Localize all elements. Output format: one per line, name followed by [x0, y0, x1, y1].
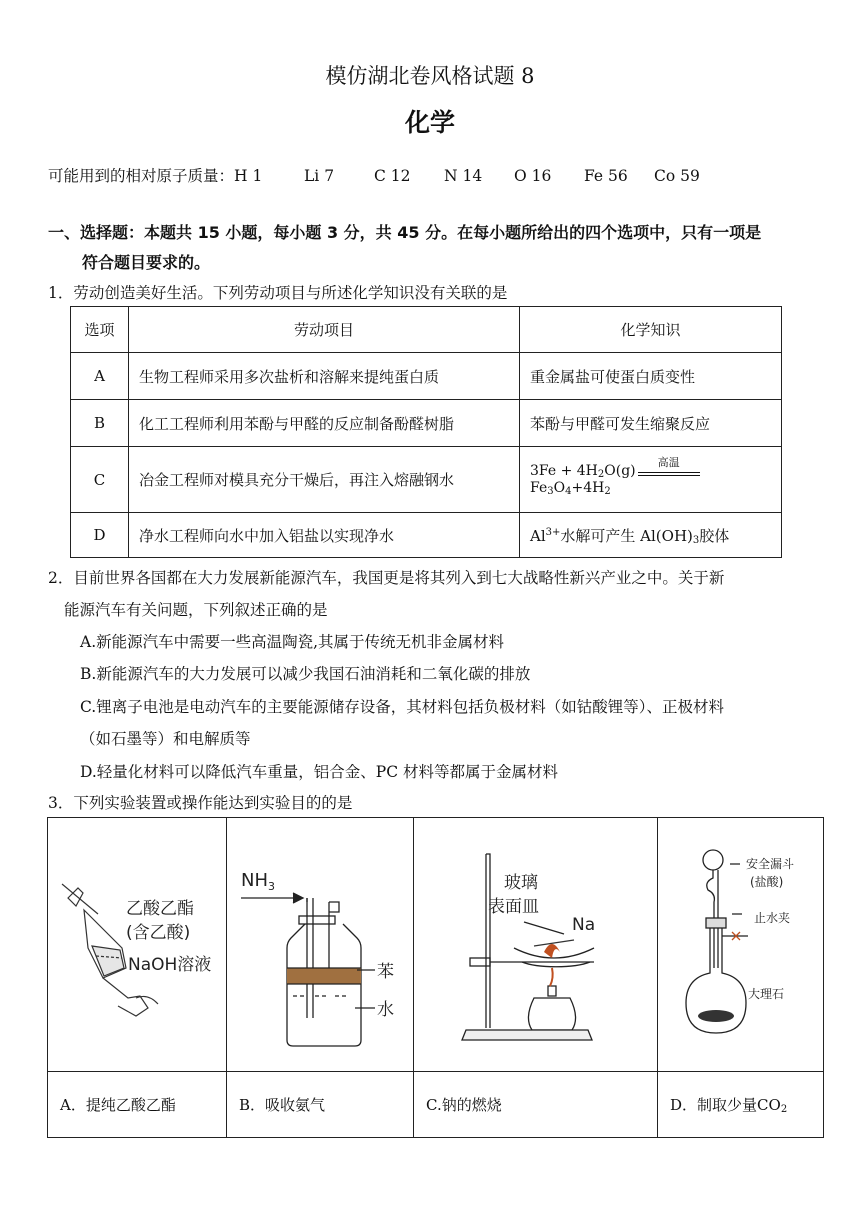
equilibrium-sign: [638, 455, 700, 478]
table-header: 化学知识: [520, 307, 782, 353]
figure-b-gas: $NH_3$: [241, 870, 275, 893]
section-heading-cont: 符合题目要求的。: [82, 253, 211, 272]
co2-generator-figure: [658, 818, 823, 1067]
figure-c-label: Na: [572, 915, 596, 935]
q2-option-c-cont: （如石墨等）和电解质等: [80, 730, 251, 748]
caption-c: C.钠的燃烧: [414, 1072, 658, 1138]
figure-d-label: (盐酸): [750, 875, 784, 889]
figure-d-label: 安全漏斗: [746, 857, 795, 871]
figure-d-cell: [658, 818, 824, 1072]
chem-knowledge: 重金属盐可使蛋白质变性: [520, 353, 782, 400]
q2-option-a: A.新能源汽车中需要一些高温陶瓷,其属于传统无机非金属材料: [80, 633, 505, 651]
question-2-stem-cont: 能源汽车有关问题，下列叙述正确的是: [64, 601, 328, 619]
chem-knowledge: $Al^{3+}$水解可产生 $Al(OH)_3$胶体: [520, 513, 782, 558]
figure-a-label: 乙酸乙酯: [126, 899, 194, 919]
labor-item: 净水工程师向水中加入铝盐以实现净水: [129, 513, 520, 558]
question-2-stem: 2．目前世界各国都在大力发展新能源汽车，我国更是将其列入到七大战略性新兴产业之中。关于新: [48, 569, 725, 587]
atomic-mass-item: H 1: [234, 167, 263, 185]
reaction-condition: 高温: [657, 455, 680, 469]
caption-a: A．提纯乙酸乙酯: [48, 1072, 227, 1138]
figure-b-layer: 水: [377, 1000, 394, 1020]
atomic-mass-row: [48, 164, 700, 186]
figure-a-label: (含乙酸): [126, 923, 191, 943]
atomic-mass-item: N 14: [444, 167, 483, 185]
option-label: D: [71, 513, 129, 558]
labor-item: 化工工程师利用苯酚与甲醛的反应制备酚醛树脂: [129, 400, 520, 447]
chem-equation: $3Fe + 4H_2O(g)$ 高温 $Fe_3O_4+4H_2$: [520, 447, 782, 513]
option-label: B: [71, 400, 129, 447]
page-title: 模仿湖北卷风格试题 8: [325, 64, 535, 88]
separatory-funnel-figure: [48, 818, 226, 1067]
table-header: 选项: [71, 307, 129, 353]
sodium-combustion-figure: [414, 818, 657, 1067]
q2-option-c: C.锂离子电池是电动汽车的主要能源储存设备，其材料包括负极材料（如钴酸锂等）、正极材料: [80, 698, 724, 716]
figure-b-layer: 苯: [377, 962, 394, 982]
option-label: A: [71, 353, 129, 400]
figure-c-label: 表面皿: [488, 897, 539, 917]
atomic-mass-item: O 16: [514, 167, 552, 185]
question-3-stem: 3．下列实验装置或操作能达到实验目的的是: [48, 794, 353, 812]
q2-option-b: B.新能源汽车的大力发展可以减少我国石油消耗和二氧化碳的排放: [80, 665, 531, 683]
atomic-mass-item: Co 59: [654, 167, 700, 185]
caption-b: B．吸收氨气: [227, 1072, 414, 1138]
figure-a-label: NaOH溶液: [128, 955, 212, 975]
q2-option-d: D.轻量化材料可以降低汽车重量，铝合金、PC 材料等都属于金属材料: [80, 763, 559, 781]
question-1-stem: 1．劳动创造美好生活。下列劳动项目与所述化学知识没有关联的是: [48, 284, 508, 302]
labor-item: 生物工程师采用多次盐析和溶解来提纯蛋白质: [129, 353, 520, 400]
figure-c-cell: [414, 818, 658, 1072]
option-label: C: [71, 447, 129, 513]
question-1-table: [70, 306, 782, 558]
atomic-mass-item: Fe 56: [584, 167, 628, 185]
labor-item: 冶金工程师对模具充分干燥后，再注入熔融钢水: [129, 447, 520, 513]
figure-d-label: 大理石: [748, 987, 785, 1001]
table-header: 劳动项目: [129, 307, 520, 353]
atomic-mass-item: Li 7: [304, 167, 335, 185]
subject-title: 化学: [404, 108, 455, 137]
chem-knowledge: 苯酚与甲醛可发生缩聚反应: [520, 400, 782, 447]
section-heading: 一、选择题：本题共 15 小题，每小题 3 分，共 45 分。在每小题所给出的四个选项中，只有一项是: [48, 223, 762, 242]
figure-c-label: 玻璃: [504, 873, 538, 893]
gas-washing-bottle-figure: [227, 818, 413, 1067]
atomic-mass-label: 可能用到的相对原子质量：: [48, 167, 235, 185]
figure-a-cell: [48, 818, 227, 1072]
atomic-mass-item: C 12: [374, 167, 411, 185]
question-3-table: [47, 817, 824, 1138]
figure-d-label: 止水夹: [754, 911, 791, 925]
figure-b-cell: [227, 818, 414, 1072]
caption-d: D．制取少量$CO_2$: [658, 1072, 824, 1138]
